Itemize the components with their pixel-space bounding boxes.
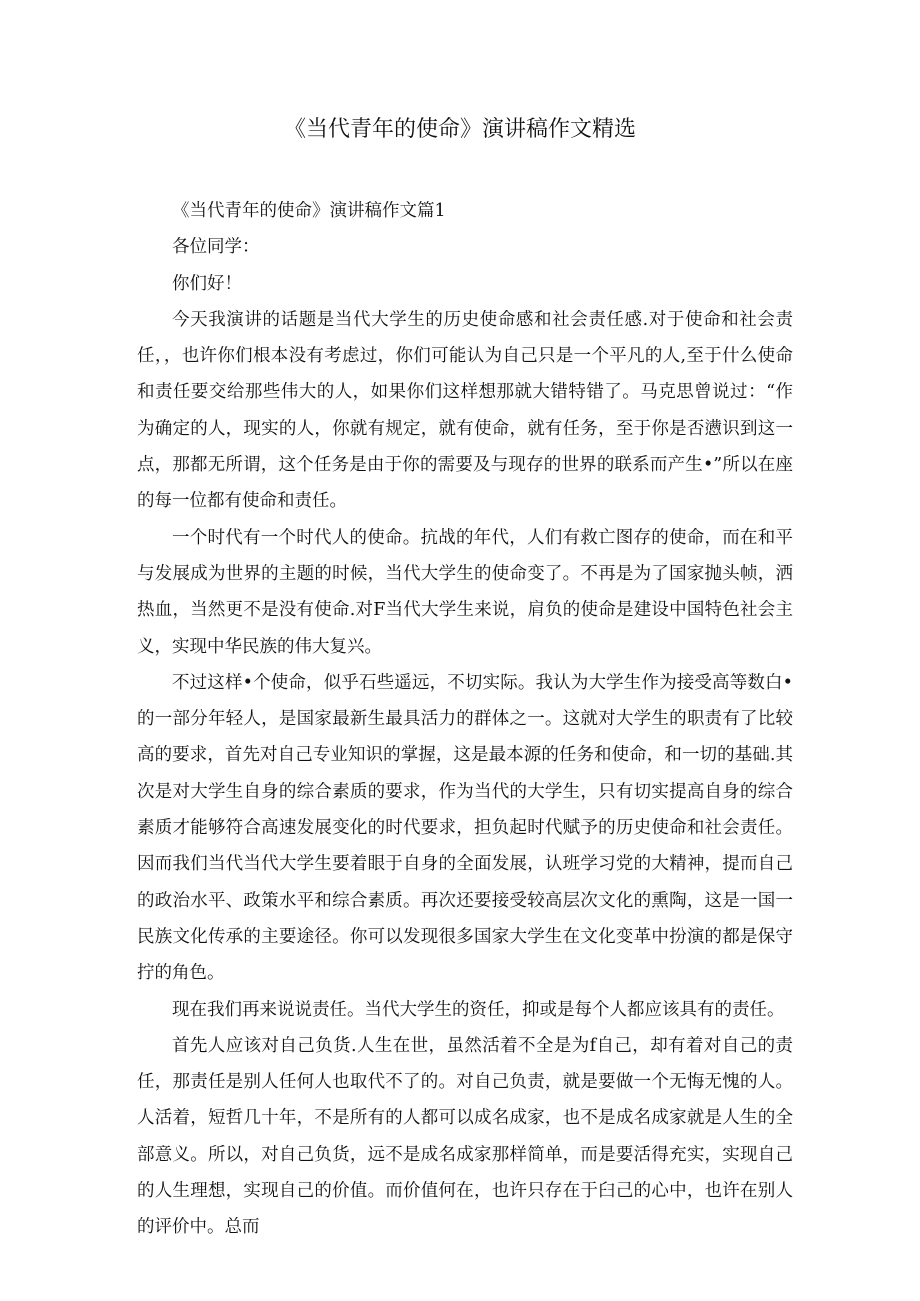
greeting-line: 各位同学：: [172, 237, 260, 258]
greeting-line: 你们好！: [172, 273, 242, 294]
body-paragraph: 一个时代有一个时代人的使命。抗战的年代，人们有救亡图存的使命，而在和平与发展成为世界的主题的时候，当代大学生的使命变了。不再是为了国家抛头帧，洒热血，当然更不是没有使命.对F当代大学生来说，肩负的使命是建设中国特色社会主义，实现中华民族的伟大复兴。: [137, 527, 793, 657]
document-body: [137, 193, 793, 1246]
body-paragraph: 现在我们再来说说责任。当代大学生的资任，抑或是每个人都应该具有的责任。: [172, 999, 785, 1020]
section-heading: 《当代青年的使命》演讲稿作文篇1: [172, 201, 446, 221]
body-paragraph: 今天我演讲的话题是当代大学生的历史使命感和社会责任感.对于使命和社会责任，，也许你们根本没有考虑过，你们可能认为自己只是一个平凡的人,至于什么使命和责任要交给那些伟大的人，如果你们这样想那就大错特错了。马克思曾说过：“作为确定的人，现实的人，你就有规定，就有使命，就有任务，至于你是否懑识到这一点，那都无所谓，这个任务是由于你的需要及与现存的世界的联系而产生•”所以在座的每一位都有使命和责任。: [137, 309, 793, 512]
document-title: 《当代青年的使命》演讲稿作文精选: [283, 117, 636, 142]
body-paragraph: 首先人应该对自己负货.人生在世，虽然活着不全是为f自己，却有着对自己的责任，那责任是别人任何人也取代不了的。对自己负责，就是要做一个无悔无愧的人。人活着，短哲几十年，不是所有的人都可以成名成家，也不是成名成家就是人生的全部意义。所以，对自己负货，远不是成名成家那样简单，而是要活得充实，实现自己的人生理想，实现自己的价值。而价值何在，也许只存在于臼己的心中，也许在别人的评价中。总而: [137, 1035, 793, 1238]
body-paragraph: 不过这样•个使命，似乎石些遥远，不切实际。我认为大学生作为接受高等数白•的一部分年轻人，是国家最新生最具活力的群体之一。这就对大学生的职责有了比较高的要求，首先对自己专业知识的掌握，这是最本源的任务和使命，和一切的基础.其次是对大学生自身的综合素质的要求，作为当代的大学生，只有切实提高自身的综合素质才能够符合高速发展变化的时代要求，担负起时代赋予的历史使命和社会责任。因而我们当代当代大学生要着眼于自身的全面发展，认班学习党的大精神，提而自己的政治水平、政策水平和综合素质。再次还要接受较高层次文化的熏陶，这是一国一民族文化传承的主要途径。你可以发现很多国家大学生在文化变革中扮演的都是保守拧的角色。: [137, 672, 793, 984]
